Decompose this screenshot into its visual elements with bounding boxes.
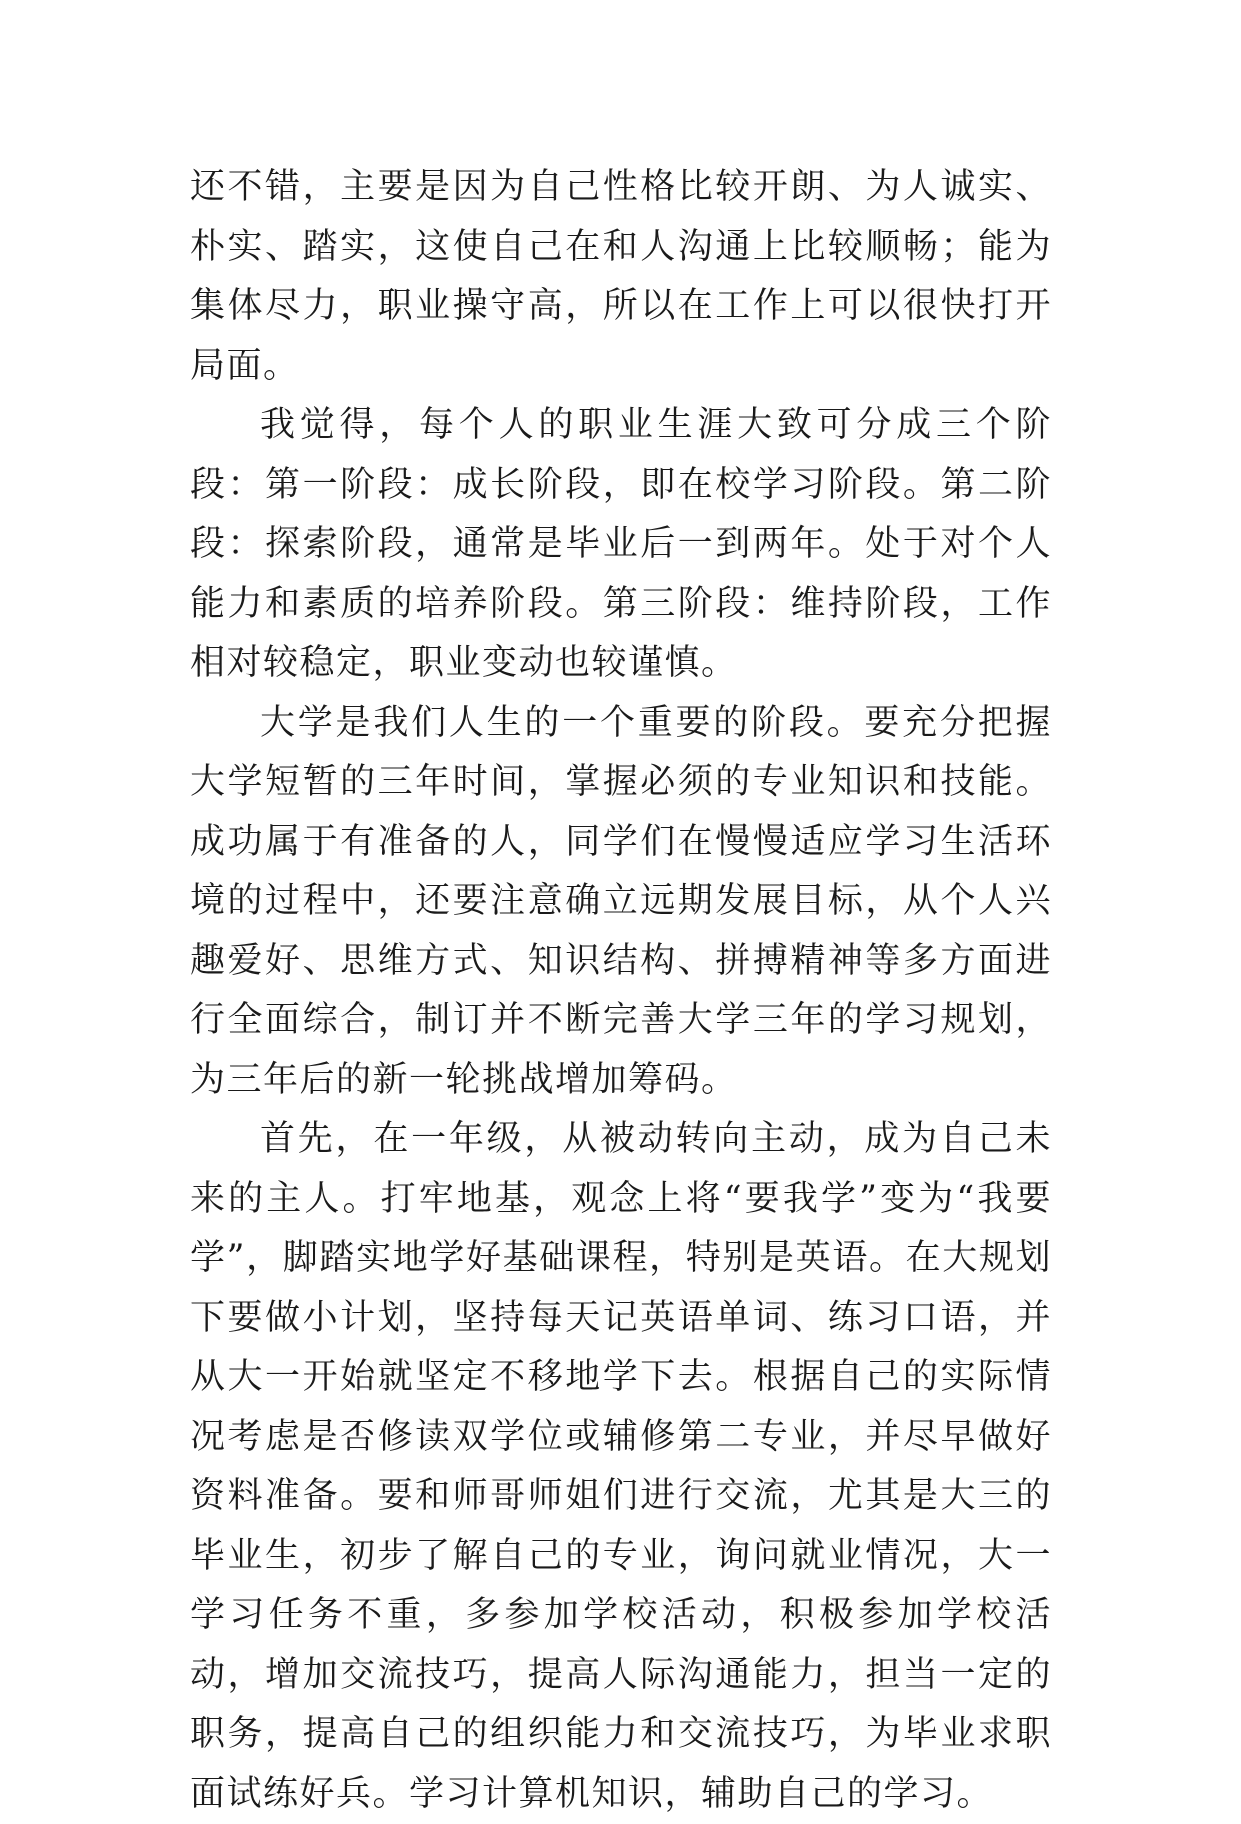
document-body <box>190 158 1052 1824</box>
paragraph-2: 我觉得，每个人的职业生涯大致可分成三个阶段：第一阶段：成长阶段，即在校学习阶段。第二阶段：探索阶段，通常是毕业后一到两年。处于对个人能力和素质的培养阶段。第三阶段：维持阶段，工作相对较稳定，职业变动也较谨慎。 <box>190 405 1052 683</box>
paragraph-1: 还不错，主要是因为自己性格比较开朗、为人诚实、朴实、踏实，这使自己在和人沟通上比较顺畅；能为集体尽力，职业操守高，所以在工作上可以很快打开局面。 <box>190 167 1052 386</box>
paragraph-4: 首先，在一年级，从被动转向主动，成为自己未来的主人。打牢地基，观念上将“要我学”变为“我要学”，脚踏实地学好基础课程，特别是英语。在大规划下要做小计划，坚持每天记英语单词、练习口语，并从大一开始就坚定不移地学下去。根据自己的实际情况考虑是否修读双学位或辅修第二专业，并尽早做好资料准备。要和师哥师姐们进行交流，尤其是大三的毕业生，初步了解自己的专业，询问就业情况，大一学习任务不重，多参加学校活动，积极参加学校活动，增加交流技巧，提高人际沟通能力，担当一定的职务，提高自己的组织能力和交流技巧，为毕业求职面试练好兵。学习计算机知识，辅助自己的学习。 <box>190 1119 1052 1814</box>
paragraph-3: 大学是我们人生的一个重要的阶段。要充分把握大学短暂的三年时间，掌握必须的专业知识和技能。成功属于有准备的人，同学们在慢慢适应学习生活环境的过程中，还要注意确立远期发展目标，从个人兴趣爱好、思维方式、知识结构、拼搏精神等多方面进行全面综合，制订并不断完善大学三年的学习规划，为三年后的新一轮挑战增加筹码。 <box>190 702 1052 1100</box>
